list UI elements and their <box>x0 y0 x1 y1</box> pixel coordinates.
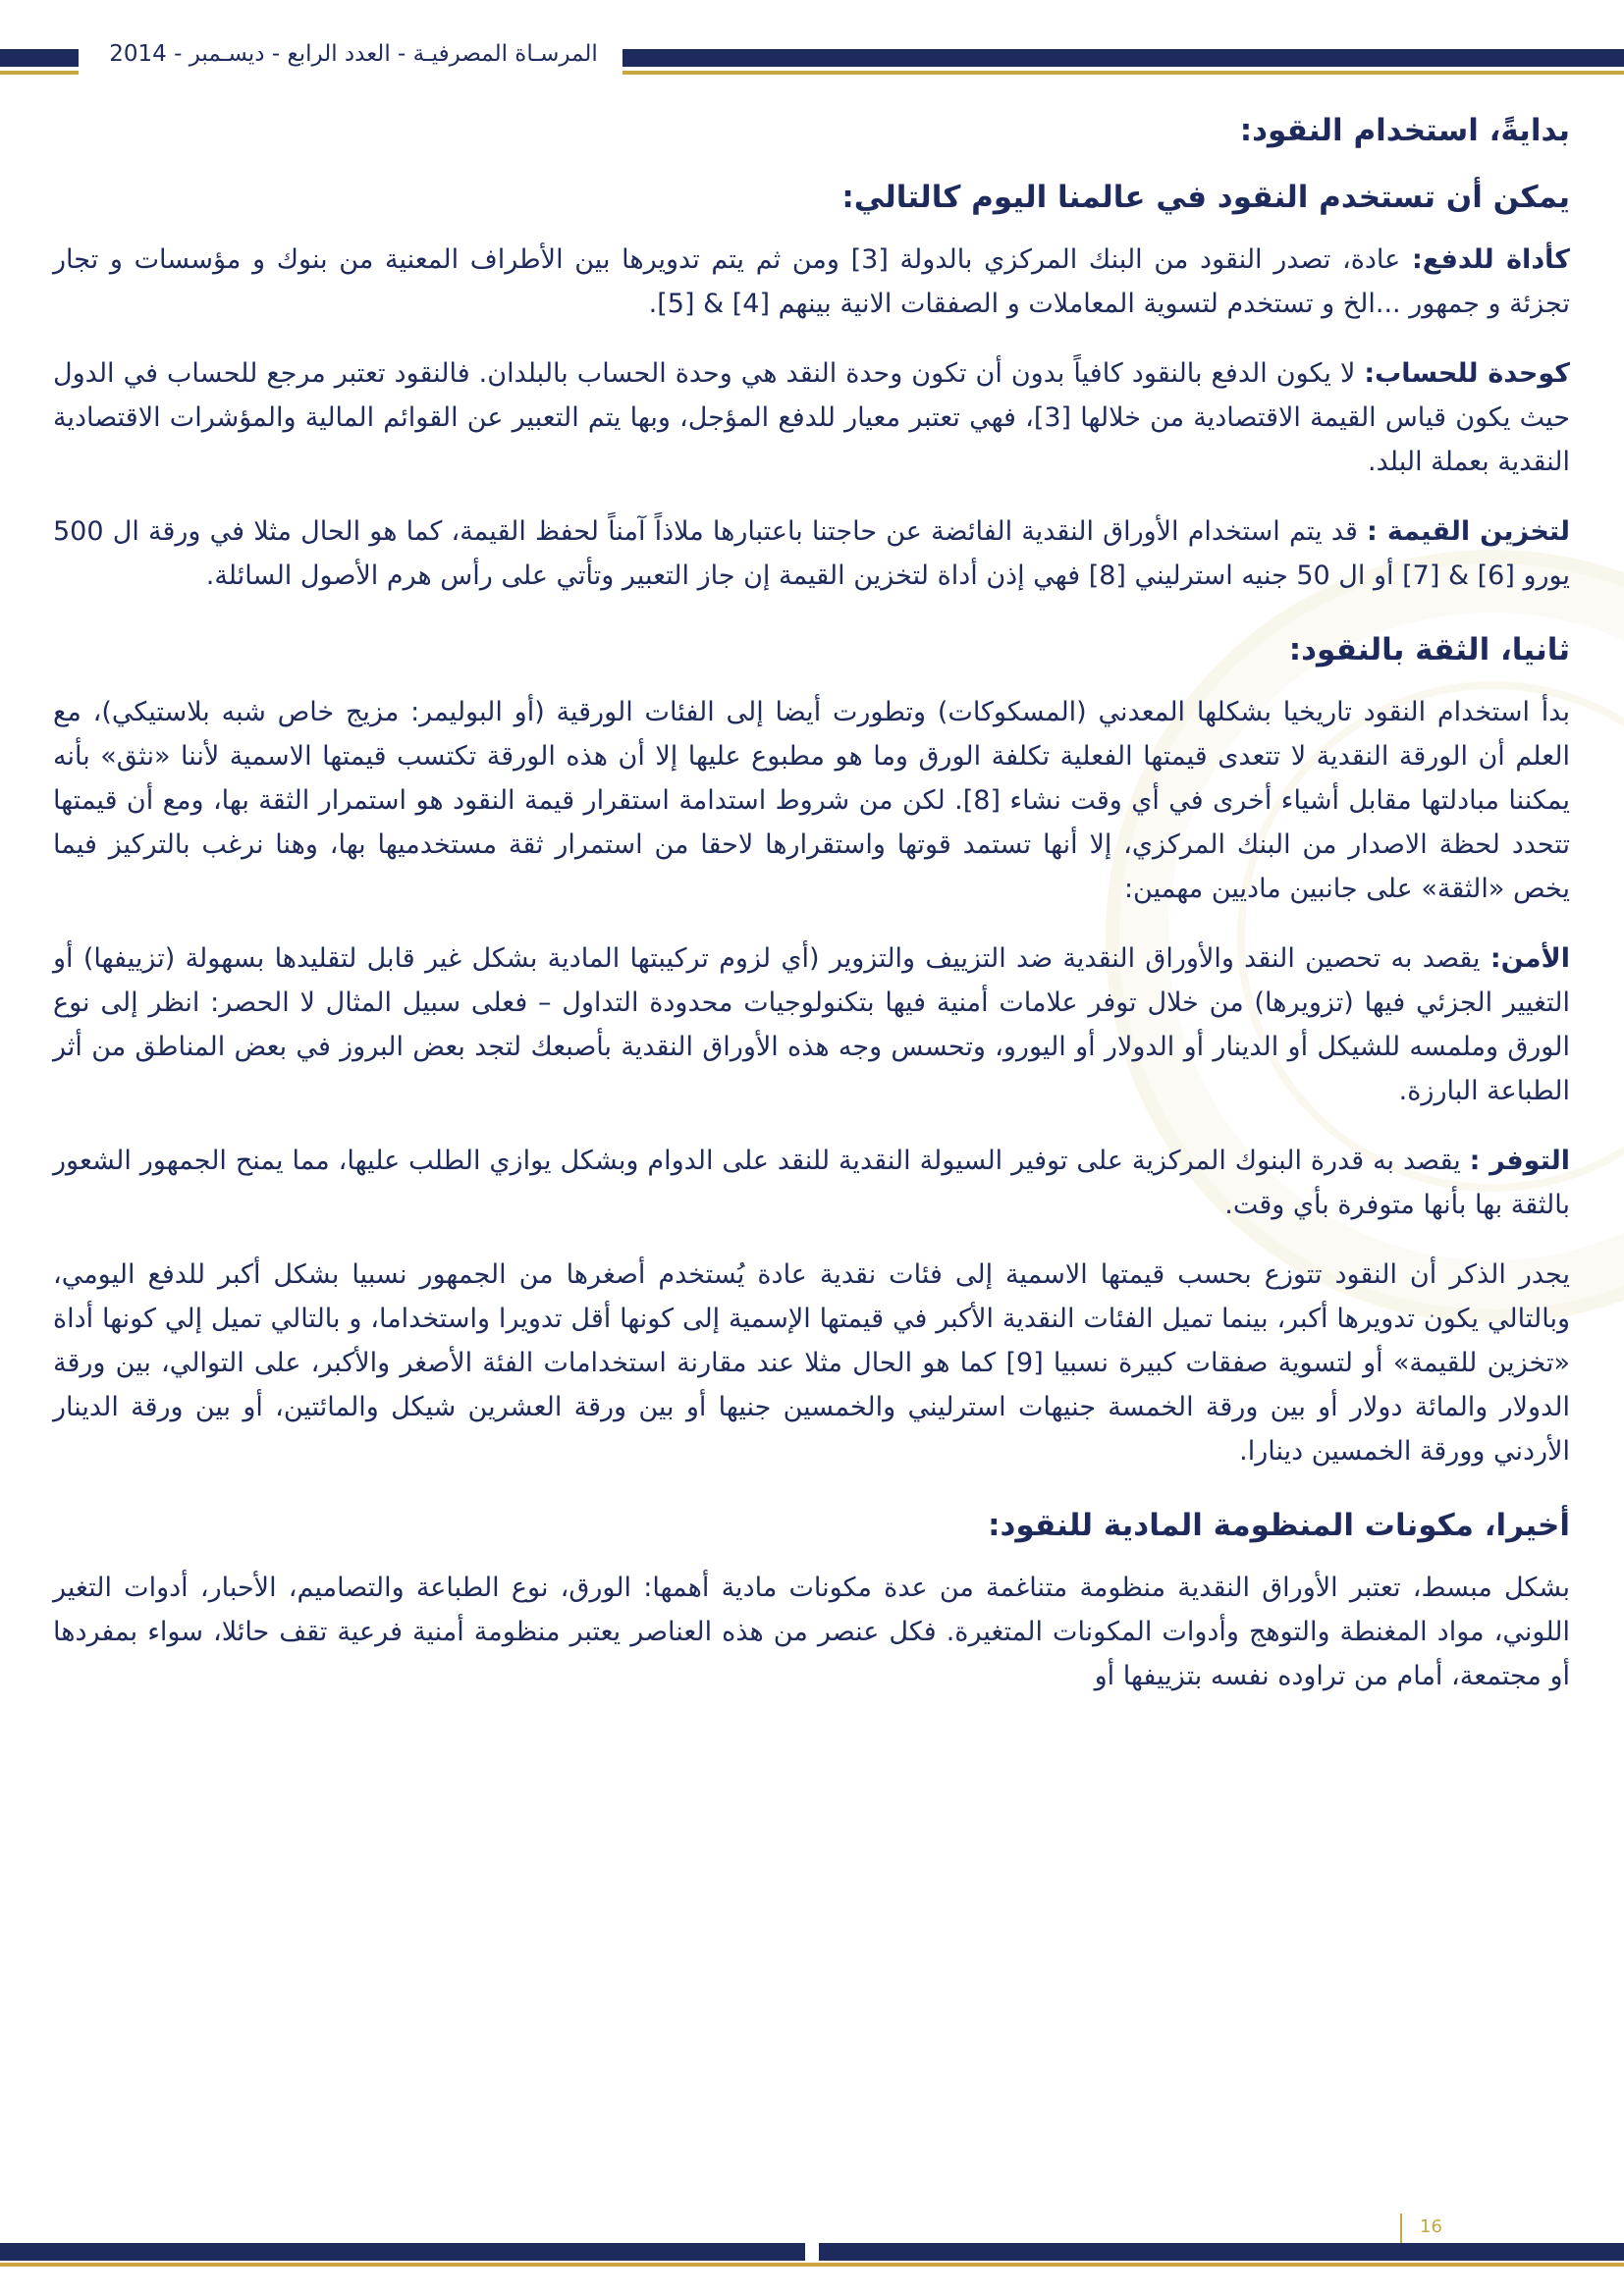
paragraph-text: عادة، تصدر النقود من البنك المركزي بالدولة [3] ومن ثم يتم تدويرها بين الأطراف المعنية من بنوك و مؤسسات و تجار تجزئة و جمهور ...الخ و تستخدم لتسوية المعاملات و الصفقات الانية بينهم [4] & [5]. <box>53 244 1570 319</box>
header-bar-right <box>623 49 1624 67</box>
paragraph <box>53 238 1570 326</box>
paragraph-term: كوحدة للحساب: <box>1364 358 1570 389</box>
paragraph-text: بدأ استخدام النقود تاريخيا بشكلها المعدني (المسكوكات) وتطورت أيضا إلى الفئات الورقية (أو البوليمر: مزيج خاص شبه بلاستيكي)، مع العلم أن الورقة النقدية لا تتعدى قيمتها الفعلية تكلفة الورق وما هو مطبوع عليها إلا أن هذه الورقة تكتسب قيمتها الاسمية لأننا «نثق» بأنه يمكننا مبادلتها مقابل أشياء أخرى في أي وقت نشاء [8]. لكن من شروط استدامة استقرار قيمة النقود هو استمرار الثقة بها، ومع أن قيمتها تتحدد لحظة الاصدار من البنك المركزي، إلا أنها تستمد قوتها واستقرارها لاحقا من استمرار ثقة مستخدميها بها، وهنا نرغب بالتركيز فيما يخص «الثقة» على جانبين ماديين مهمين: <box>53 697 1570 904</box>
footer-bar-left <box>0 2243 805 2261</box>
paragraph <box>53 1139 1570 1227</box>
paragraph <box>53 690 1570 911</box>
page-number: 16 <box>1420 2216 1442 2237</box>
footer-divider <box>1400 2214 1402 2243</box>
paragraph-term: لتخزين القيمة : <box>1367 516 1570 547</box>
header-title: المرسـاة المصرفيـة - العدد الرابع - ديسـمبر - 2014 <box>109 41 598 67</box>
section-heading: بدايةً، استخدام النقود: <box>1239 113 1570 148</box>
paragraph-term: كأداة للدفع: <box>1411 244 1571 275</box>
paragraph <box>53 1253 1570 1473</box>
paragraph-text: لا يكون الدفع بالنقود كافياً بدون أن تكون وحدة النقد هي وحدة الحساب بالبلدان. فالنقود تعتبر مرجع للحساب في الدول حيث يكون قياس القيمة الاقتصادية من خلالها [3]، فهي تعتبر معيار للدفع المؤجل، وبها يتم التعبير عن القوائم المالية والمؤشرات الاقتصادية النقدية بعملة البلد. <box>53 358 1570 477</box>
section-heading: يمكن أن تستخدم النقود في عالمنا اليوم كالتالي: <box>841 180 1570 215</box>
article-body <box>53 98 1570 1724</box>
header-gold-line-right <box>623 71 1624 75</box>
paragraph <box>53 936 1570 1113</box>
paragraph-text: يجدر الذكر أن النقود تتوزع بحسب قيمتها الاسمية إلى فئات نقدية عادة يُستخدم أصغرها من الجمهور نسبيا بشكل أكبر للدفع اليومي، وبالتالي يكون تدويرها أكبر، بينما تميل الفئات النقدية الأكبر في قيمتها الإسمية إلى كونها أقل تدويرا واستخداما، و بالتالي تميل إلي كونها أداة «تخزين للقيمة» أو لتسوية صفقات كبيرة نسبيا [9] كما هو الحال مثلا عند مقارنة استخدامات الفئة الأصغر والأكبر، على التوالي، بين ورقة الدولار والمائة دولار أو بين ورقة الخمسة جنيهات استرليني والخمسين جنيها أو بين ورقة العشرين شيكل والمائتين، أو بين ورقة الدينار الأردني وورقة الخمسين دينارا. <box>53 1259 1570 1467</box>
footer-bar-right <box>819 2243 1624 2261</box>
paragraph-term: الأمن: <box>1489 943 1570 974</box>
header-gold-line-left <box>0 71 79 75</box>
section-heading: ثانيا، الثقة بالنقود: <box>1288 632 1570 667</box>
header-bar-left <box>0 49 79 67</box>
paragraph <box>53 1566 1570 1698</box>
paragraph-text: بشكل مبسط، تعتبر الأوراق النقدية منظومة متناغمة من عدة مكونات مادية أهمها: الورق، نوع الطباعة والتصاميم، الأحبار، أدوات التغير اللوني، مواد المغنطة والتوهج وأدوات المكونات المتغيرة. فكل عنصر من هذه العناصر يعتبر منظومة أمنية فرعية تقف حائلا، سواء بمفردها أو مجتمعة، أمام من تراوده نفسه بتزييفها أو <box>53 1573 1570 1691</box>
section-heading: أخيرا، مكونات المنظومة المادية للنقود: <box>988 1508 1570 1543</box>
paragraph-text: يقصد به تحصين النقد والأوراق النقدية ضد التزييف والتزوير (أي لزوم تركيبتها المادية بشكل غير قابل لتقليدها بسهولة (تزييفها) أو التغيير الجزئي فيها (تزويرها) من خلال توفر علامات أمنية فيها بتكنولوجيات محدودة التداول – فعلى سبيل المثال لا الحصر: انظر إلى نوع الورق وملمسه للشيكل أو الدينار أو الدولار أو اليورو، وتحسس وجه هذه الأوراق النقدية بأصبعك لتجد بعض البروز في بعض المناطق من أثر الطباعة البارزة. <box>53 943 1570 1106</box>
paragraph <box>53 509 1570 598</box>
paragraph-term: التوفر : <box>1469 1146 1571 1176</box>
footer-gold-line <box>0 2263 1624 2267</box>
paragraph-text: يقصد به قدرة البنوك المركزية على توفير السيولة النقدية للنقد على الدوام وبشكل يوازي الطلب عليها، مما يمنح الجمهور الشعور بالثقة بها بأنها متوفرة بأي وقت. <box>53 1146 1570 1220</box>
paragraph-text: قد يتم استخدام الأوراق النقدية الفائضة عن حاجتنا باعتبارها ملاذاً آمناً لحفظ القيمة، كما هو الحال مثلا في ورقة ال 500 يورو [6] & [7] أو ال 50 جنيه استرليني [8] فهي إذن أداة لتخزين القيمة إن جاز التعبير وتأتي على رأس هرم الأصول السائلة. <box>53 516 1570 591</box>
paragraph <box>53 351 1570 484</box>
